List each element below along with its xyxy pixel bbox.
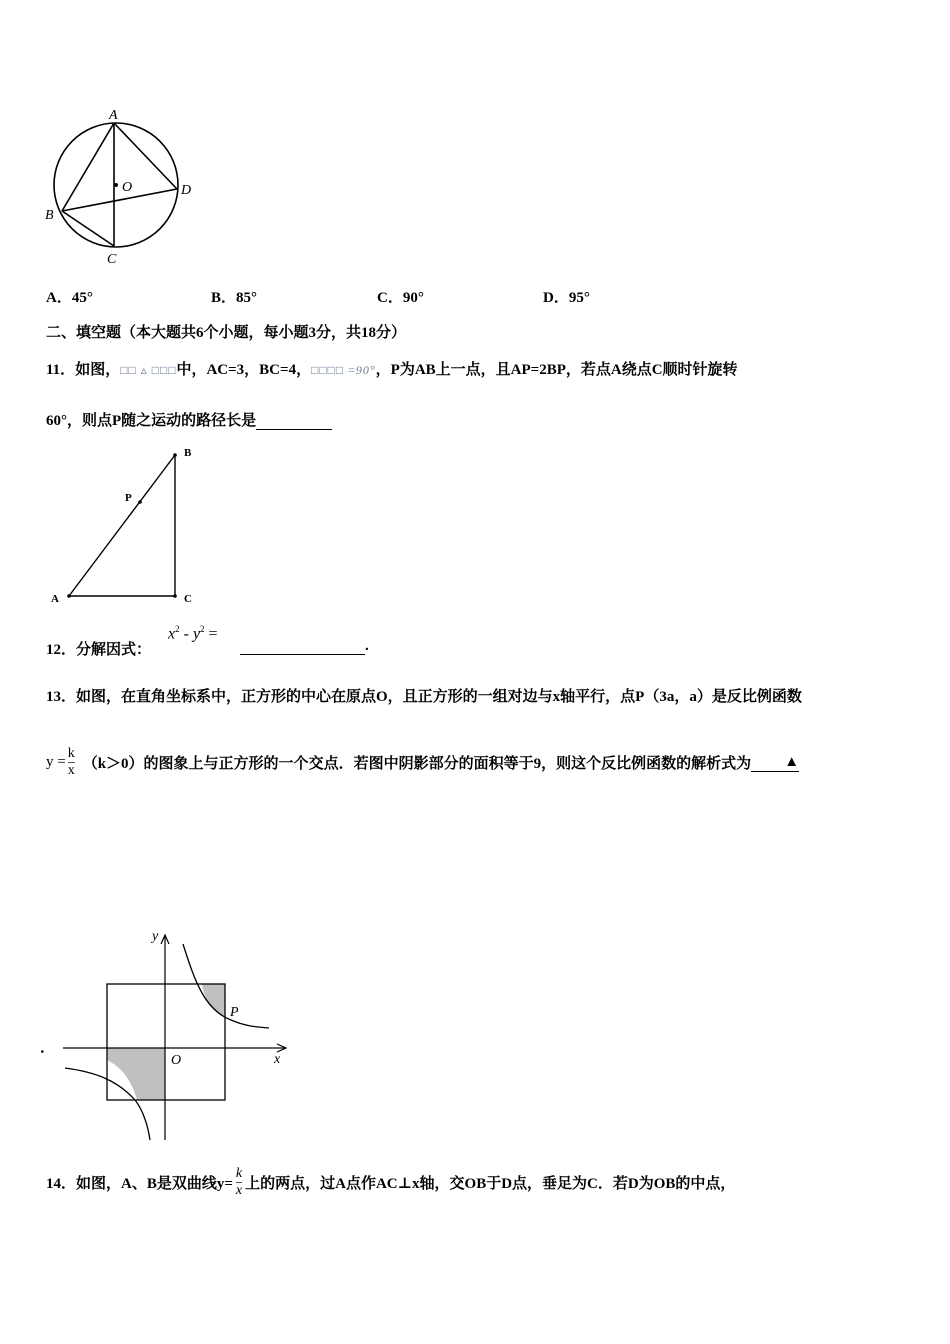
q11-garbled-angle: □□□□ = [311, 363, 356, 377]
option-b-letter: B． [211, 290, 237, 306]
q11-line2 [46, 409, 332, 430]
q13-triangle: ▲ [784, 753, 800, 770]
label-o: O [122, 180, 133, 195]
q11-text-c: ，P为AB上一点，且AP=2BP，若点A绕点C顺时针旋转 [375, 362, 738, 378]
q14-text-a: 如图，A、B是双曲线y= [76, 1176, 233, 1192]
q12-y: y [192, 625, 201, 643]
label-x: x [274, 1052, 281, 1067]
label-d: D [181, 183, 192, 198]
shaded-region-lower [107, 1048, 165, 1100]
segment-ab [69, 455, 175, 596]
q13-line1-text: 如图，在直角坐标系中，正方形的中心在原点O，且正方形的一组对边与x轴平行，点P（3a，a）是反比例函数 [76, 689, 802, 705]
label-c: C [184, 593, 192, 605]
q13-func-y: y = [46, 754, 66, 770]
q12-x-sup: 2 [175, 624, 180, 634]
option-c-value: 90° [402, 290, 424, 306]
option-c-letter: C． [377, 290, 403, 306]
option-a[interactable] [46, 286, 93, 307]
q13-frac-num: k [67, 746, 75, 761]
q14-number: 14． [46, 1176, 77, 1192]
q12-expression [168, 624, 218, 643]
option-a-value: 45° [71, 290, 93, 306]
segment-ab [62, 123, 114, 211]
q13-frac-den: x [67, 763, 75, 778]
label-b: B [184, 447, 192, 459]
point-p-dot [138, 500, 142, 504]
point-c-dot [173, 594, 177, 598]
q14-fraction [236, 1166, 242, 1199]
label-p: P [230, 1005, 239, 1020]
q12-number: 12． [46, 642, 77, 658]
hyperbola-upper-branch [183, 944, 269, 1028]
q11-line1 [46, 358, 738, 379]
circle-figure [40, 105, 210, 270]
q12-end: . [365, 638, 369, 654]
option-b[interactable] [211, 286, 257, 307]
label-a: A [109, 108, 118, 123]
q14-frac-den: x [235, 1183, 243, 1198]
q12-y-sup: 2 [200, 624, 205, 634]
center-dot [114, 183, 118, 187]
q14-frac-num: k [235, 1166, 243, 1181]
q12-text: 分解因式： [76, 642, 152, 658]
option-d[interactable] [543, 286, 590, 307]
q13-dot: ． [40, 1040, 56, 1056]
q11-text-a: 如图， [75, 362, 121, 378]
option-d-value: 95° [568, 290, 590, 306]
label-p: P [125, 492, 132, 504]
q13-answer-blank[interactable] [751, 754, 799, 772]
label-a: A [51, 593, 59, 605]
q13-coordinate-figure [55, 922, 295, 1147]
q14-line [46, 1166, 735, 1199]
q12-minus: - [179, 625, 193, 643]
q14-text-b: 上的两点，过A点作AC⊥x轴，交OB于D点，垂足为C．若D为OB的中点， [245, 1176, 736, 1192]
q12-line [46, 638, 151, 659]
point-b-dot [173, 453, 177, 457]
q11-line2-text: 60°，则点P随之运动的路径长是 [46, 413, 257, 429]
option-d-letter: D． [543, 290, 569, 306]
option-c[interactable] [377, 286, 424, 307]
option-a-letter: A． [46, 290, 72, 306]
q11-garbled-angle-value: 90° [355, 363, 376, 377]
segment-bd [62, 189, 177, 211]
option-b-value: 85° [236, 290, 258, 306]
q13-line1 [46, 685, 802, 706]
q13-fraction [68, 746, 75, 779]
label-y: y [152, 929, 159, 944]
q11-garbled-triangle: □□ ▵ □□□ [120, 363, 177, 377]
label-b: B [45, 208, 54, 223]
q12-eq: = [204, 625, 218, 643]
q11-number: 11． [46, 362, 76, 378]
q13-number: 13． [46, 689, 77, 705]
q11-answer-blank[interactable] [256, 415, 332, 430]
point-a-dot [67, 594, 71, 598]
shaded-region-upper [202, 984, 225, 1016]
q11-triangle-figure [45, 443, 205, 611]
q13-line2 [46, 746, 799, 779]
q11-text-b: 中，AC=3，BC=4， [176, 362, 312, 378]
q13-line2-text: （k＞0）的图象上与正方形的一个交点．若图中阴影部分的面积等于9，则这个反比例函数的解析式为 [82, 756, 752, 772]
q12-x: x [168, 625, 176, 643]
q12-answer [240, 638, 369, 655]
label-c: C [107, 252, 117, 267]
q12-answer-blank[interactable] [240, 638, 365, 655]
label-o: O [171, 1053, 182, 1068]
section2-heading: 二、填空题（本大题共6个小题，每小题3分，共18分） [46, 325, 407, 341]
